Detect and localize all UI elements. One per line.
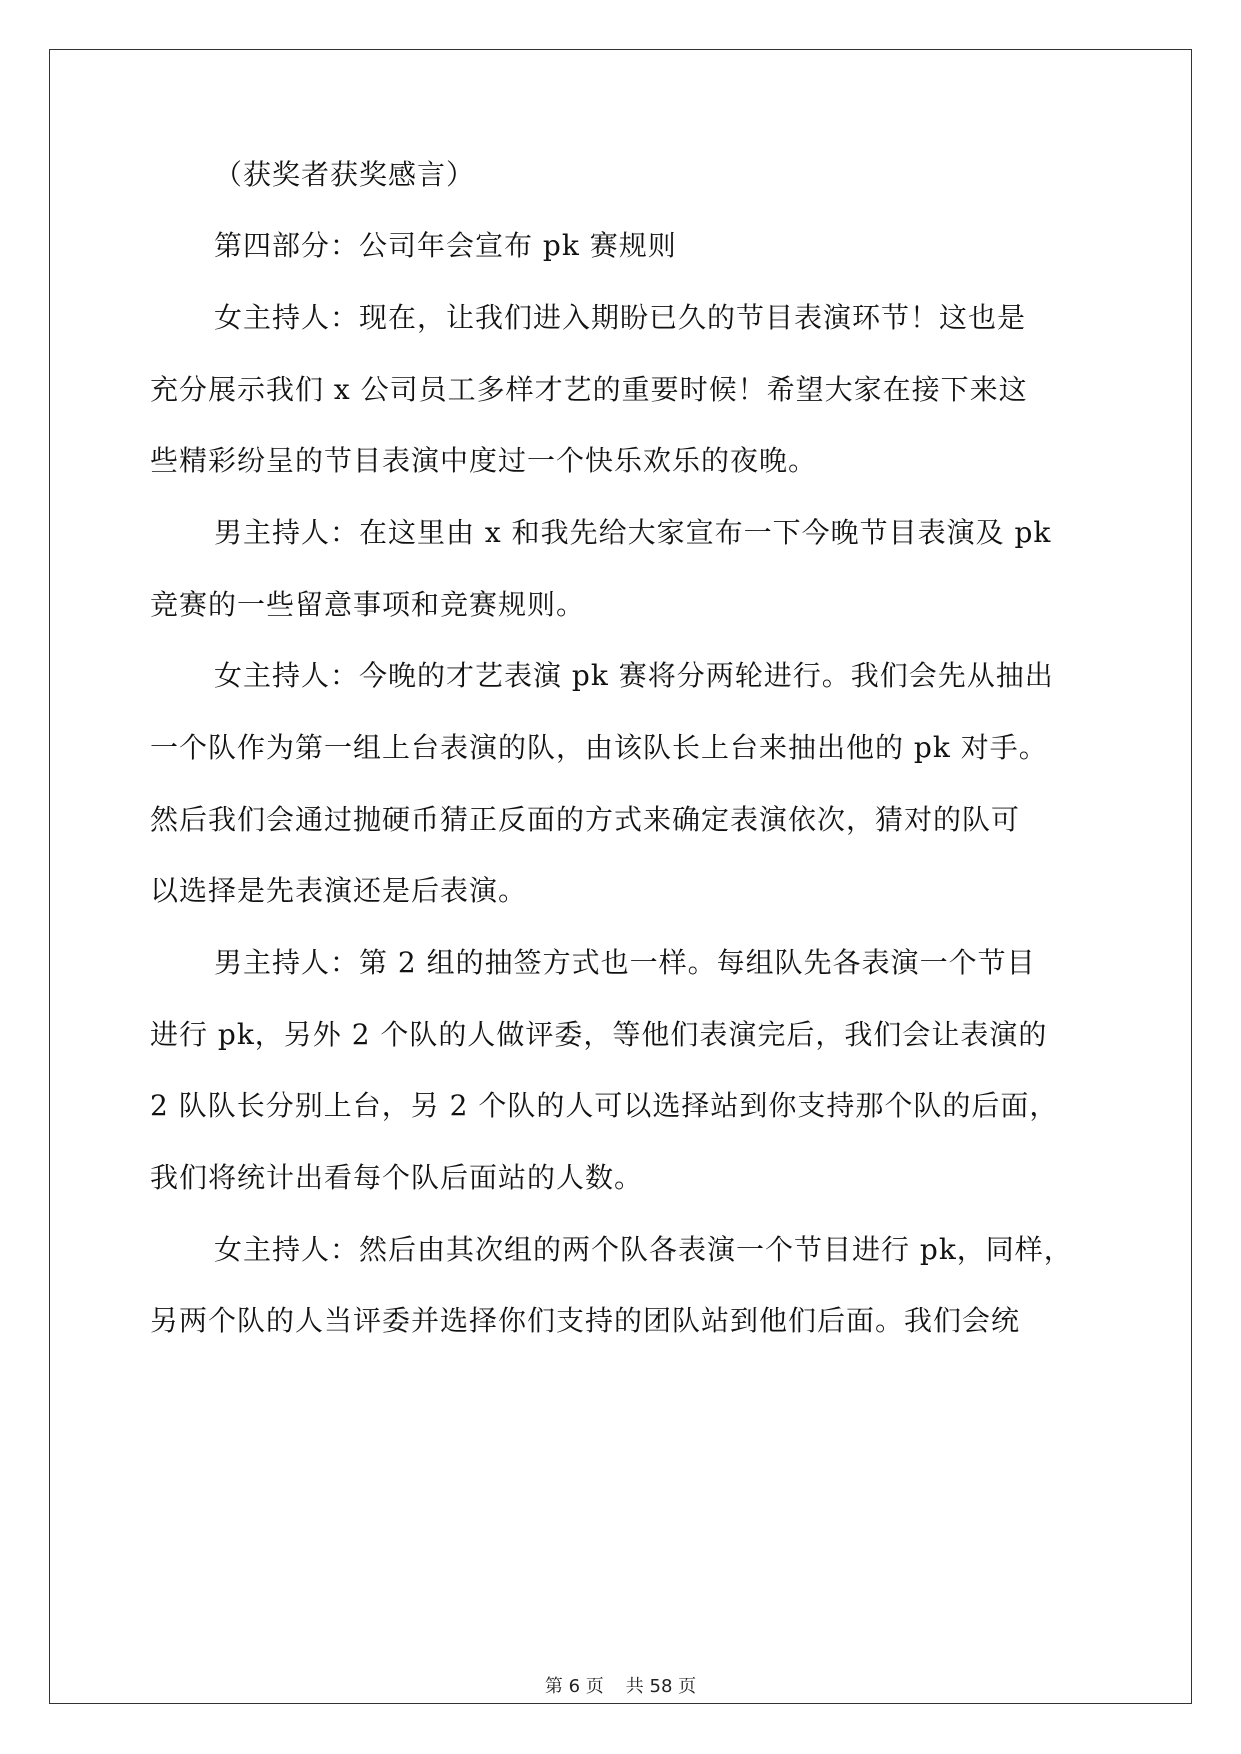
text-line: 女主持人：现在，让我们进入期盼已久的节目表演环节！这也是 — [214, 301, 1027, 334]
text-line: 充分展示我们 x 公司员工多样才艺的重要时候！希望大家在接下来这 — [150, 373, 1028, 406]
page-total: 共 58 页 — [625, 1676, 697, 1697]
text-line: 2 队队长分别上台，另 2 个队的人可以选择站到你支持那个队的后面， — [150, 1089, 1059, 1122]
text-line: 竞赛的一些留意事项和竞赛规则。 — [150, 588, 586, 621]
text-line: 女主持人：今晚的才艺表演 pk 赛将分两轮进行。我们会先从抽出 — [214, 659, 1054, 692]
text-line: 以选择是先表演还是后表演。 — [150, 874, 528, 907]
text-line: 些精彩纷呈的节目表演中度过一个快乐欢乐的夜晚。 — [150, 444, 818, 477]
page-number: 第 6 页 — [544, 1676, 604, 1697]
text-line: 进行 pk，另外 2 个队的人做评委，等他们表演完后，我们会让表演的 — [150, 1018, 1048, 1051]
text-line: 男主持人：第 2 组的抽签方式也一样。每组队先各表演一个节目 — [214, 946, 1036, 979]
text-line: 男主持人：在这里由 x 和我先给大家宣布一下今晚节目表演及 pk — [214, 516, 1052, 549]
text-line: 女主持人：然后由其次组的两个队各表演一个节目进行 pk，同样， — [214, 1233, 1073, 1266]
text-line: 然后我们会通过抛硬币猜正反面的方式来确定表演依次，猜对的队可 — [150, 803, 1021, 836]
text-line: （获奖者获奖感言） — [214, 158, 476, 191]
text-line: 一个队作为第一组上台表演的队，由该队长上台来抽出他的 pk 对手。 — [150, 731, 1048, 764]
section-heading: 第四部分：公司年会宣布 pk 赛规则 — [214, 229, 677, 262]
text-line: 我们将统计出看每个队后面站的人数。 — [150, 1161, 644, 1194]
page-footer — [0, 1672, 1241, 1698]
text-line: 另两个队的人当评委并选择你们支持的团队站到他们后面。我们会统 — [150, 1304, 1021, 1337]
